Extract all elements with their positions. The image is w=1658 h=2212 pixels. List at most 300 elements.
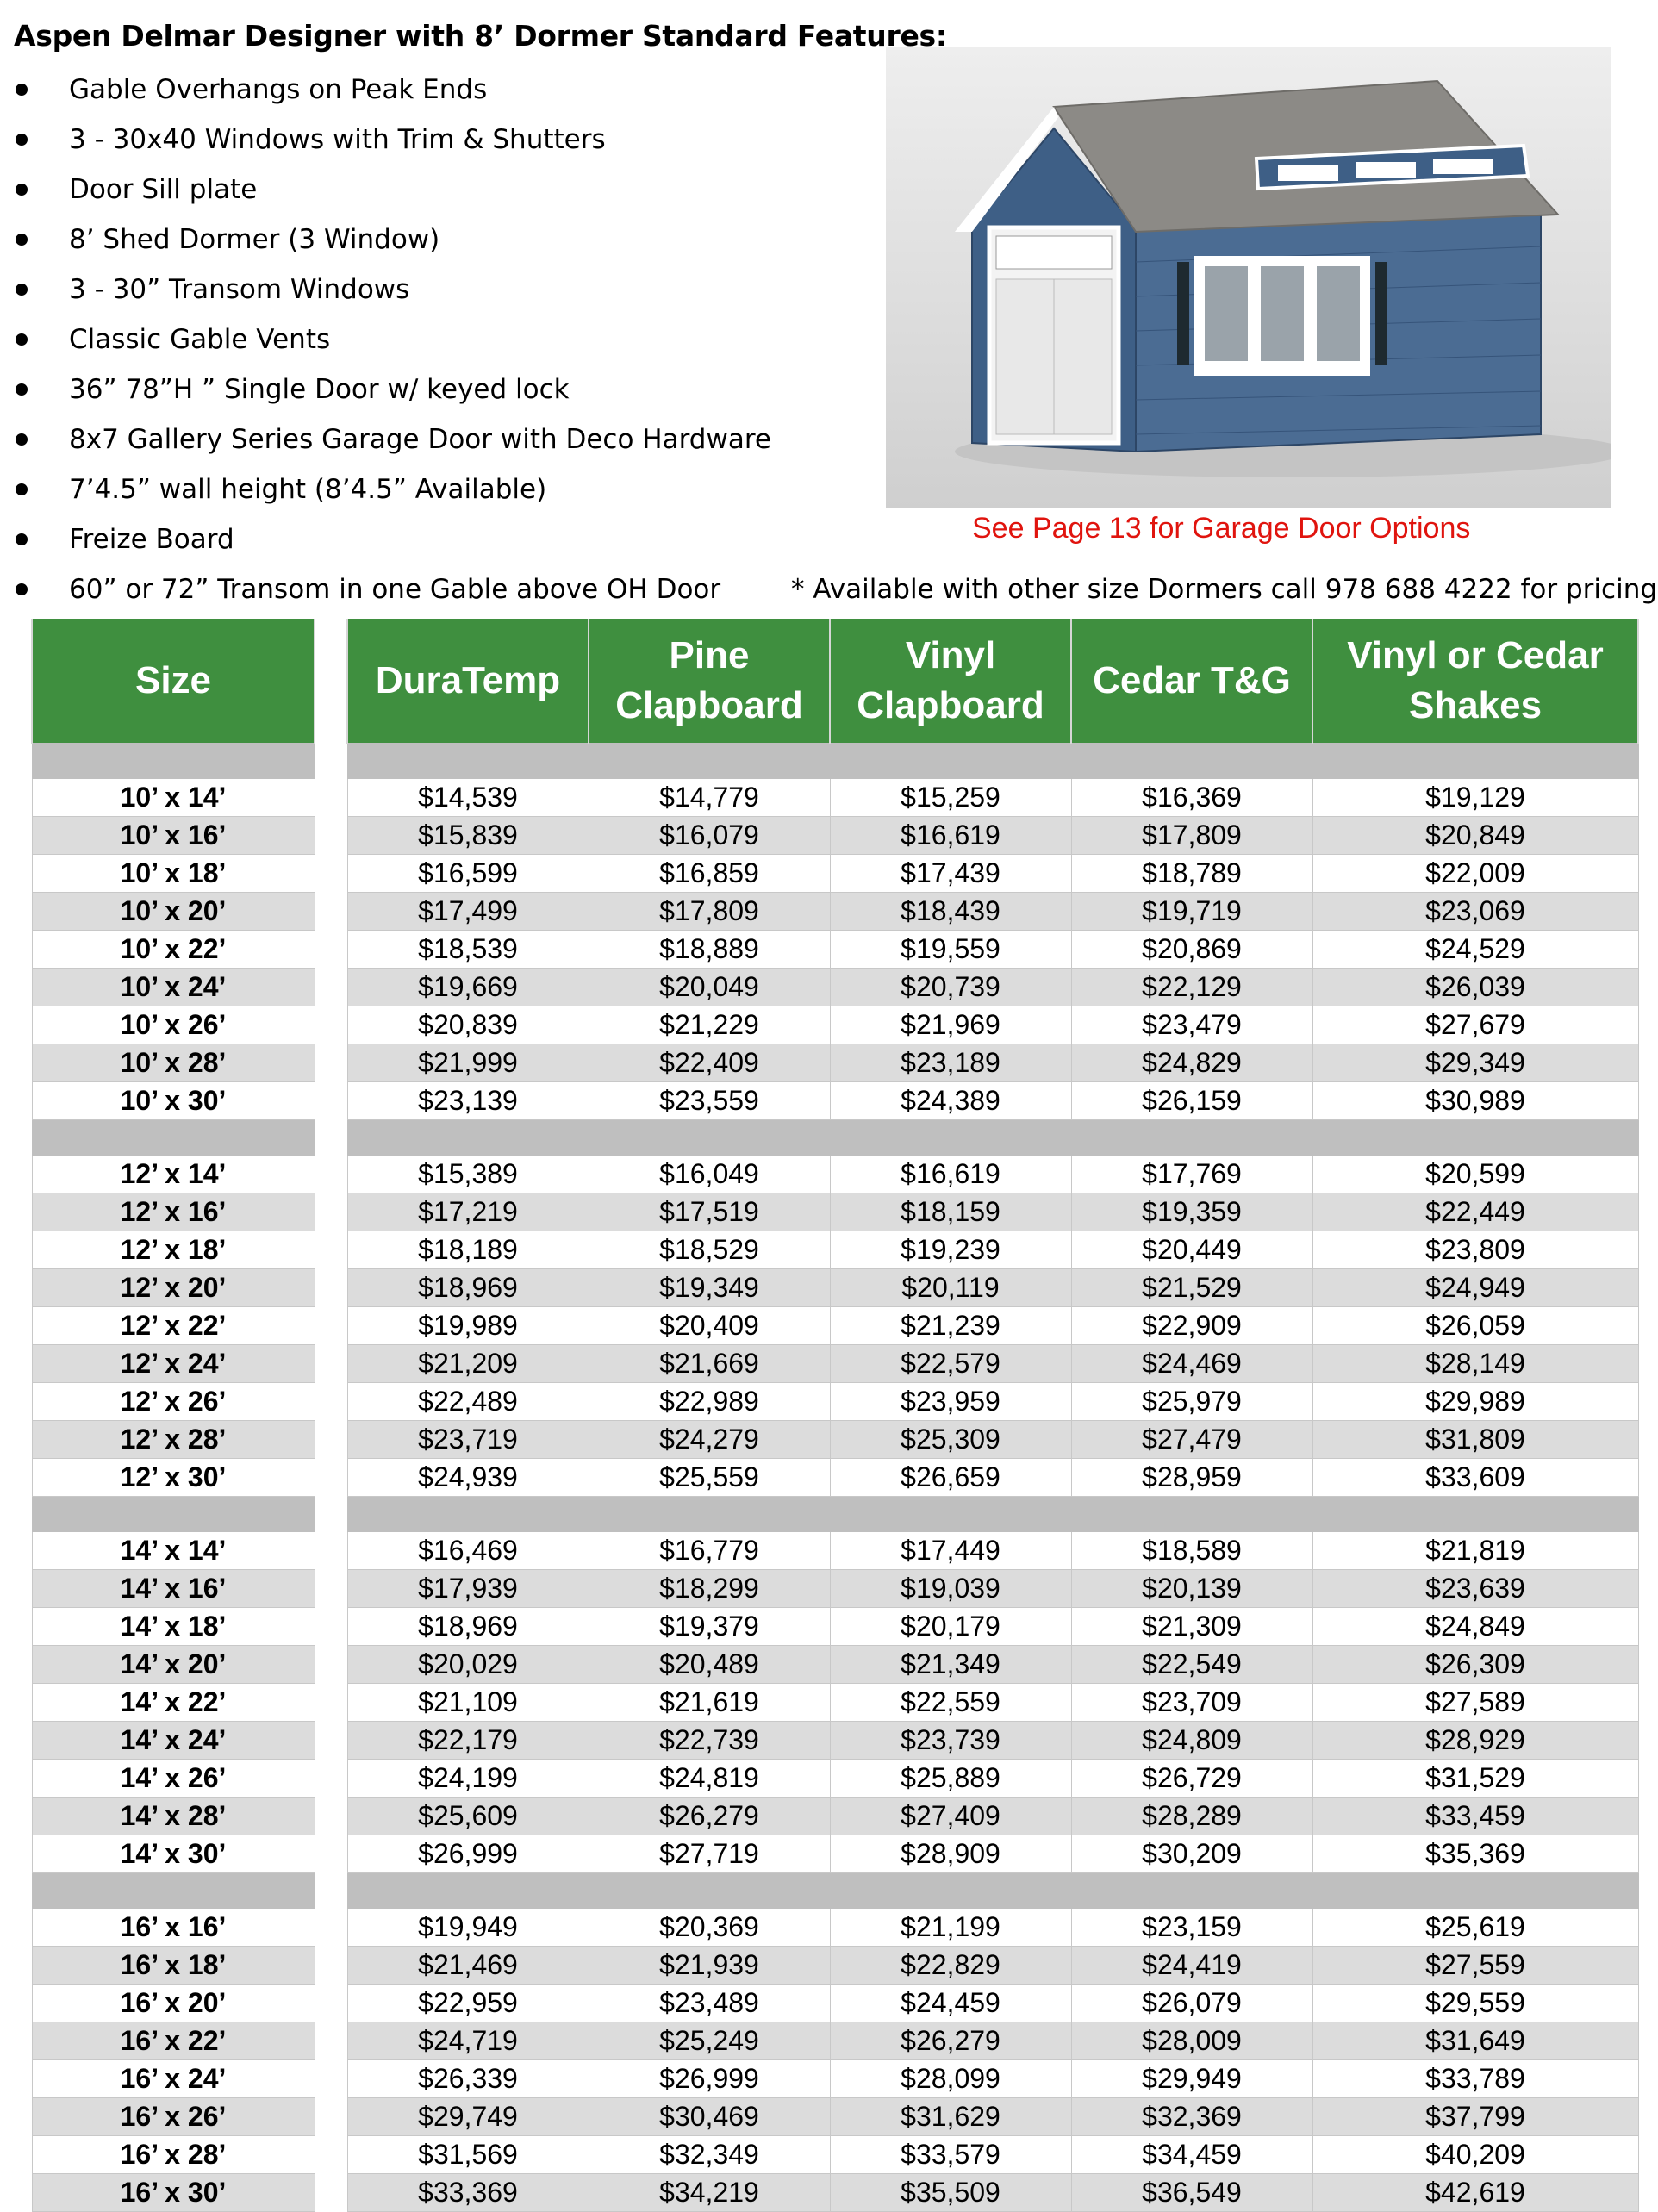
price-cell: $22,959 — [347, 1985, 589, 2022]
feature-item — [0, 469, 771, 519]
table-row — [32, 2022, 315, 2060]
page-title: Aspen Delmar Designer with 8’ Dormer Standard Features: — [14, 19, 947, 53]
shed-illustration — [886, 47, 1611, 508]
table-row — [32, 1156, 315, 1193]
price-cell: $40,209 — [1312, 2136, 1638, 2174]
size-cell: 16’ x 16’ — [32, 1909, 315, 1947]
price-cell: $17,219 — [347, 1193, 589, 1231]
table-row — [347, 931, 1638, 969]
price-cell: $20,029 — [347, 1646, 589, 1684]
size-cell: 14’ x 28’ — [32, 1798, 315, 1835]
bullet-icon — [16, 333, 28, 346]
price-cell: $25,979 — [1071, 1383, 1312, 1421]
price-cell: $21,969 — [830, 1006, 1071, 1044]
table-row — [32, 855, 315, 893]
price-cell: $23,189 — [830, 1044, 1071, 1082]
price-cell: $16,619 — [830, 817, 1071, 855]
price-cell: $24,529 — [1312, 931, 1638, 969]
price-cell: $25,309 — [830, 1421, 1071, 1459]
size-cell: 12’ x 30’ — [32, 1459, 315, 1497]
price-cell: $23,139 — [347, 1082, 589, 1120]
table-row — [347, 1532, 1638, 1570]
price-cell: $19,239 — [830, 1231, 1071, 1269]
price-cell: $32,349 — [589, 2136, 830, 2174]
price-cell: $22,559 — [830, 1684, 1071, 1722]
size-header: Size — [32, 619, 315, 744]
size-cell: 10’ x 18’ — [32, 855, 315, 893]
price-cell: $24,829 — [1071, 1044, 1312, 1082]
table-row — [32, 1307, 315, 1345]
group-separator — [32, 1120, 315, 1156]
price-cell: $17,769 — [1071, 1156, 1312, 1193]
price-cell: $34,459 — [1071, 2136, 1312, 2174]
price-cell: $22,179 — [347, 1722, 589, 1760]
price-cell: $26,659 — [830, 1459, 1071, 1497]
feature-item — [0, 169, 771, 219]
table-row — [347, 1985, 1638, 2022]
price-cell: $22,829 — [830, 1947, 1071, 1985]
table-row — [32, 1985, 315, 2022]
price-cell: $22,579 — [830, 1345, 1071, 1383]
group-separator — [347, 1120, 1638, 1156]
price-cell: $20,869 — [1071, 931, 1312, 969]
table-row — [347, 1421, 1638, 1459]
size-cell: 14’ x 24’ — [32, 1722, 315, 1760]
size-cell: 14’ x 26’ — [32, 1760, 315, 1798]
price-cell: $16,049 — [589, 1156, 830, 1193]
price-cell: $29,949 — [1071, 2060, 1312, 2098]
price-cell: $19,719 — [1071, 893, 1312, 931]
table-row — [32, 1798, 315, 1835]
group-separator — [32, 1873, 315, 1909]
size-cell: 10’ x 26’ — [32, 1006, 315, 1044]
price-cell: $18,159 — [830, 1193, 1071, 1231]
price-cell: $26,039 — [1312, 969, 1638, 1006]
price-cell: $18,539 — [347, 931, 589, 969]
price-cell: $19,559 — [830, 931, 1071, 969]
price-cell: $17,439 — [830, 855, 1071, 893]
price-cell: $31,529 — [1312, 1760, 1638, 1798]
size-cell: 12’ x 28’ — [32, 1421, 315, 1459]
price-cell: $25,559 — [589, 1459, 830, 1497]
table-row — [347, 1044, 1638, 1082]
price-cell: $23,489 — [589, 1985, 830, 2022]
price-cell: $33,459 — [1312, 1798, 1638, 1835]
price-cell: $27,409 — [830, 1798, 1071, 1835]
table-row — [32, 2060, 315, 2098]
feature-item — [0, 219, 771, 269]
table-row — [347, 1835, 1638, 1873]
price-cell: $21,109 — [347, 1684, 589, 1722]
price-cell: $23,639 — [1312, 1570, 1638, 1608]
price-cell: $20,839 — [347, 1006, 589, 1044]
price-cell: $17,809 — [589, 893, 830, 931]
column-header-line: DuraTemp — [375, 659, 561, 701]
feature-text: 36” 78”H ” Single Door w/ keyed lock — [69, 374, 570, 405]
price-cell: $30,469 — [589, 2098, 830, 2136]
price-cell: $23,479 — [1071, 1006, 1312, 1044]
column-header — [1071, 619, 1312, 744]
price-cell: $21,999 — [347, 1044, 589, 1082]
feature-text: 3 - 30x40 Windows with Trim & Shutters — [69, 124, 606, 155]
price-cell: $25,619 — [1312, 1909, 1638, 1947]
table-row — [347, 855, 1638, 893]
price-cell: $28,149 — [1312, 1345, 1638, 1383]
table-row — [32, 1947, 315, 1985]
price-cell: $20,449 — [1071, 1231, 1312, 1269]
table-row — [32, 1459, 315, 1497]
feature-text: 8’ Shed Dormer (3 Window) — [69, 224, 440, 255]
price-cell: $26,279 — [589, 1798, 830, 1835]
table-row — [32, 1835, 315, 1873]
column-header — [830, 619, 1071, 744]
size-table — [31, 619, 315, 2212]
price-cell: $24,939 — [347, 1459, 589, 1497]
price-cell: $23,709 — [1071, 1684, 1312, 1722]
price-cell: $23,739 — [830, 1722, 1071, 1760]
size-cell: 16’ x 28’ — [32, 2136, 315, 2174]
garage-door-note: See Page 13 for Garage Door Options — [972, 512, 1471, 545]
table-row — [32, 1082, 315, 1120]
bullet-icon — [16, 134, 28, 146]
price-cell: $23,809 — [1312, 1231, 1638, 1269]
group-separator — [347, 744, 1638, 779]
price-cell: $23,719 — [347, 1421, 589, 1459]
size-cell: 16’ x 18’ — [32, 1947, 315, 1985]
price-cell: $16,619 — [830, 1156, 1071, 1193]
table-row — [347, 1798, 1638, 1835]
price-cell: $19,949 — [347, 1909, 589, 1947]
bullet-icon — [16, 583, 28, 595]
price-cell: $24,719 — [347, 2022, 589, 2060]
table-row — [32, 779, 315, 817]
column-header-line: Cedar T&G — [1093, 659, 1291, 701]
size-cell: 12’ x 14’ — [32, 1156, 315, 1193]
table-row — [347, 1684, 1638, 1722]
price-cell: $24,849 — [1312, 1608, 1638, 1646]
price-cell: $30,989 — [1312, 1082, 1638, 1120]
size-cell: 12’ x 26’ — [32, 1383, 315, 1421]
price-cell: $19,039 — [830, 1570, 1071, 1608]
feature-item — [0, 419, 771, 469]
price-cell: $21,819 — [1312, 1532, 1638, 1570]
price-cell: $22,549 — [1071, 1646, 1312, 1684]
table-row — [32, 931, 315, 969]
table-row — [347, 1006, 1638, 1044]
table-row — [32, 1532, 315, 1570]
column-header-line: Pine — [669, 634, 750, 676]
price-cell: $42,619 — [1312, 2174, 1638, 2212]
price-cell: $28,909 — [830, 1835, 1071, 1873]
table-row — [347, 779, 1638, 817]
group-separator — [32, 744, 315, 779]
table-row — [347, 1156, 1638, 1193]
size-cell: 16’ x 20’ — [32, 1985, 315, 2022]
size-cell: 10’ x 20’ — [32, 893, 315, 931]
price-cell: $27,719 — [589, 1835, 830, 1873]
price-cell: $15,839 — [347, 817, 589, 855]
price-cell: $33,609 — [1312, 1459, 1638, 1497]
price-cell: $24,819 — [589, 1760, 830, 1798]
size-cell: 14’ x 16’ — [32, 1570, 315, 1608]
bullet-icon — [16, 433, 28, 446]
price-cell: $23,159 — [1071, 1909, 1312, 1947]
table-row — [347, 1570, 1638, 1608]
price-cell: $25,609 — [347, 1798, 589, 1835]
price-cell: $16,369 — [1071, 779, 1312, 817]
table-row — [32, 1608, 315, 1646]
table-row — [32, 1760, 315, 1798]
price-cell: $31,629 — [830, 2098, 1071, 2136]
bullet-icon — [16, 533, 28, 545]
price-cell: $21,619 — [589, 1684, 830, 1722]
table-row — [347, 893, 1638, 931]
price-cell: $24,469 — [1071, 1345, 1312, 1383]
table-row — [32, 2098, 315, 2136]
price-cell: $30,209 — [1071, 1835, 1312, 1873]
price-cell: $28,959 — [1071, 1459, 1312, 1497]
bullet-icon — [16, 184, 28, 196]
table-row — [347, 1760, 1638, 1798]
price-cell: $31,649 — [1312, 2022, 1638, 2060]
feature-item — [0, 269, 771, 319]
price-cell: $28,289 — [1071, 1798, 1312, 1835]
price-cell: $28,099 — [830, 2060, 1071, 2098]
price-cell: $18,589 — [1071, 1532, 1312, 1570]
price-cell: $18,789 — [1071, 855, 1312, 893]
bullet-icon — [16, 84, 28, 96]
price-table — [346, 619, 1639, 2212]
table-row — [32, 1231, 315, 1269]
price-cell: $18,299 — [589, 1570, 830, 1608]
table-row — [32, 2136, 315, 2174]
group-separator — [32, 1497, 315, 1532]
table-row — [347, 817, 1638, 855]
price-cell: $19,349 — [589, 1269, 830, 1307]
table-row — [347, 1608, 1638, 1646]
table-row — [32, 1684, 315, 1722]
size-cell: 12’ x 24’ — [32, 1345, 315, 1383]
price-cell: $22,009 — [1312, 855, 1638, 893]
size-cell: 12’ x 16’ — [32, 1193, 315, 1231]
price-cell: $17,939 — [347, 1570, 589, 1608]
price-cell: $26,309 — [1312, 1646, 1638, 1684]
price-cell: $26,059 — [1312, 1307, 1638, 1345]
feature-text: 60” or 72” Transom in one Gable above OH Door — [69, 574, 721, 605]
size-cell: 14’ x 14’ — [32, 1532, 315, 1570]
table-row — [32, 1570, 315, 1608]
price-cell: $20,179 — [830, 1608, 1071, 1646]
price-cell: $28,929 — [1312, 1722, 1638, 1760]
table-row — [347, 1459, 1638, 1497]
price-cell: $14,779 — [589, 779, 830, 817]
table-row — [347, 2136, 1638, 2174]
column-header-line: Shakes — [1408, 684, 1543, 726]
feature-text: Classic Gable Vents — [69, 324, 331, 355]
price-cell: $16,079 — [589, 817, 830, 855]
group-separator — [347, 1497, 1638, 1532]
size-cell: 10’ x 16’ — [32, 817, 315, 855]
price-cell: $33,369 — [347, 2174, 589, 2212]
price-cell: $18,969 — [347, 1608, 589, 1646]
bullet-icon — [16, 234, 28, 246]
price-cell: $22,909 — [1071, 1307, 1312, 1345]
table-row — [32, 1421, 315, 1459]
price-cell: $20,139 — [1071, 1570, 1312, 1608]
table-row — [32, 1909, 315, 1947]
size-cell: 16’ x 24’ — [32, 2060, 315, 2098]
price-cell: $14,539 — [347, 779, 589, 817]
feature-text: Gable Overhangs on Peak Ends — [69, 74, 488, 105]
size-cell: 16’ x 30’ — [32, 2174, 315, 2212]
price-cell: $21,199 — [830, 1909, 1071, 1947]
price-cell: $20,599 — [1312, 1156, 1638, 1193]
size-cell: 12’ x 18’ — [32, 1231, 315, 1269]
table-row — [32, 1269, 315, 1307]
price-cell: $21,349 — [830, 1646, 1071, 1684]
price-cell: $22,409 — [589, 1044, 830, 1082]
feature-item — [0, 569, 771, 619]
feature-text: 8x7 Gallery Series Garage Door with Deco Hardware — [69, 424, 771, 455]
table-row — [32, 1006, 315, 1044]
price-cell: $20,049 — [589, 969, 830, 1006]
table-row — [347, 1646, 1638, 1684]
price-cell: $20,369 — [589, 1909, 830, 1947]
table-row — [32, 1193, 315, 1231]
feature-item — [0, 69, 771, 119]
price-cell: $21,309 — [1071, 1608, 1312, 1646]
table-row — [32, 893, 315, 931]
table-row — [347, 1345, 1638, 1383]
price-cell: $26,999 — [347, 1835, 589, 1873]
price-cell: $15,259 — [830, 779, 1071, 817]
table-row — [347, 2098, 1638, 2136]
column-header — [589, 619, 830, 744]
price-cell: $26,999 — [589, 2060, 830, 2098]
bullet-icon — [16, 483, 28, 495]
price-cell: $28,009 — [1071, 2022, 1312, 2060]
price-cell: $18,189 — [347, 1231, 589, 1269]
price-cell: $27,479 — [1071, 1421, 1312, 1459]
table-row — [32, 817, 315, 855]
table-row — [347, 1269, 1638, 1307]
table-row — [32, 1646, 315, 1684]
price-cell: $35,369 — [1312, 1835, 1638, 1873]
price-cell: $27,589 — [1312, 1684, 1638, 1722]
feature-item — [0, 319, 771, 369]
column-header-line: Clapboard — [857, 684, 1044, 726]
size-cell: 10’ x 14’ — [32, 779, 315, 817]
price-cell: $29,749 — [347, 2098, 589, 2136]
table-row — [347, 1082, 1638, 1120]
size-cell: 16’ x 26’ — [32, 2098, 315, 2136]
price-cell: $23,069 — [1312, 893, 1638, 931]
price-cell: $37,799 — [1312, 2098, 1638, 2136]
column-header — [1312, 619, 1638, 744]
price-cell: $31,569 — [347, 2136, 589, 2174]
size-cell: 12’ x 20’ — [32, 1269, 315, 1307]
price-cell: $26,339 — [347, 2060, 589, 2098]
price-cell: $20,119 — [830, 1269, 1071, 1307]
price-cell: $24,279 — [589, 1421, 830, 1459]
size-cell: 14’ x 30’ — [32, 1835, 315, 1873]
price-cell: $21,469 — [347, 1947, 589, 1985]
table-row — [32, 1044, 315, 1082]
price-cell: $22,449 — [1312, 1193, 1638, 1231]
table-row — [32, 969, 315, 1006]
table-row — [347, 1722, 1638, 1760]
feature-item — [0, 519, 771, 569]
size-cell: 10’ x 30’ — [32, 1082, 315, 1120]
table-row — [347, 2022, 1638, 2060]
price-cell: $29,559 — [1312, 1985, 1638, 2022]
table-row — [347, 1231, 1638, 1269]
price-cell: $29,989 — [1312, 1383, 1638, 1421]
table-row — [32, 1345, 315, 1383]
price-cell: $26,159 — [1071, 1082, 1312, 1120]
bullet-icon — [16, 383, 28, 396]
price-cell: $17,449 — [830, 1532, 1071, 1570]
price-cell: $19,129 — [1312, 779, 1638, 817]
price-cell: $21,529 — [1071, 1269, 1312, 1307]
size-cell: 10’ x 22’ — [32, 931, 315, 969]
column-header-line: Clapboard — [615, 684, 803, 726]
bullet-icon — [16, 284, 28, 296]
price-cell: $24,809 — [1071, 1722, 1312, 1760]
price-cell: $21,239 — [830, 1307, 1071, 1345]
size-cell: 10’ x 24’ — [32, 969, 315, 1006]
table-row — [347, 969, 1638, 1006]
price-cell: $24,199 — [347, 1760, 589, 1798]
feature-text: 7’4.5” wall height (8’4.5” Available) — [69, 474, 547, 505]
price-cell: $22,739 — [589, 1722, 830, 1760]
size-cell: 16’ x 22’ — [32, 2022, 315, 2060]
price-cell: $25,249 — [589, 2022, 830, 2060]
table-row — [347, 1947, 1638, 1985]
price-cell: $26,079 — [1071, 1985, 1312, 2022]
price-cell: $16,599 — [347, 855, 589, 893]
feature-text: Freize Board — [69, 524, 234, 555]
table-row — [347, 1193, 1638, 1231]
price-cell: $18,889 — [589, 931, 830, 969]
price-cell: $21,669 — [589, 1345, 830, 1383]
price-cell: $19,669 — [347, 969, 589, 1006]
feature-text: 3 - 30” Transom Windows — [69, 274, 410, 305]
price-cell: $24,459 — [830, 1985, 1071, 2022]
price-cell: $22,489 — [347, 1383, 589, 1421]
price-cell: $26,279 — [830, 2022, 1071, 2060]
price-cell: $24,419 — [1071, 1947, 1312, 1985]
price-cell: $33,579 — [830, 2136, 1071, 2174]
table-row — [347, 1383, 1638, 1421]
price-cell: $31,809 — [1312, 1421, 1638, 1459]
price-cell: $20,489 — [589, 1646, 830, 1684]
price-cell: $17,519 — [589, 1193, 830, 1231]
price-cell: $33,789 — [1312, 2060, 1638, 2098]
price-cell: $16,469 — [347, 1532, 589, 1570]
feature-item — [0, 369, 771, 419]
price-cell: $20,739 — [830, 969, 1071, 1006]
price-cell: $35,509 — [830, 2174, 1071, 2212]
size-cell: 12’ x 22’ — [32, 1307, 315, 1345]
price-cell: $27,559 — [1312, 1947, 1638, 1985]
column-header-line: Vinyl or Cedar — [1347, 634, 1604, 676]
column-header-line: Vinyl — [905, 634, 996, 676]
price-cell: $23,959 — [830, 1383, 1071, 1421]
price-cell: $22,989 — [589, 1383, 830, 1421]
price-cell: $17,499 — [347, 893, 589, 931]
price-cell: $15,389 — [347, 1156, 589, 1193]
